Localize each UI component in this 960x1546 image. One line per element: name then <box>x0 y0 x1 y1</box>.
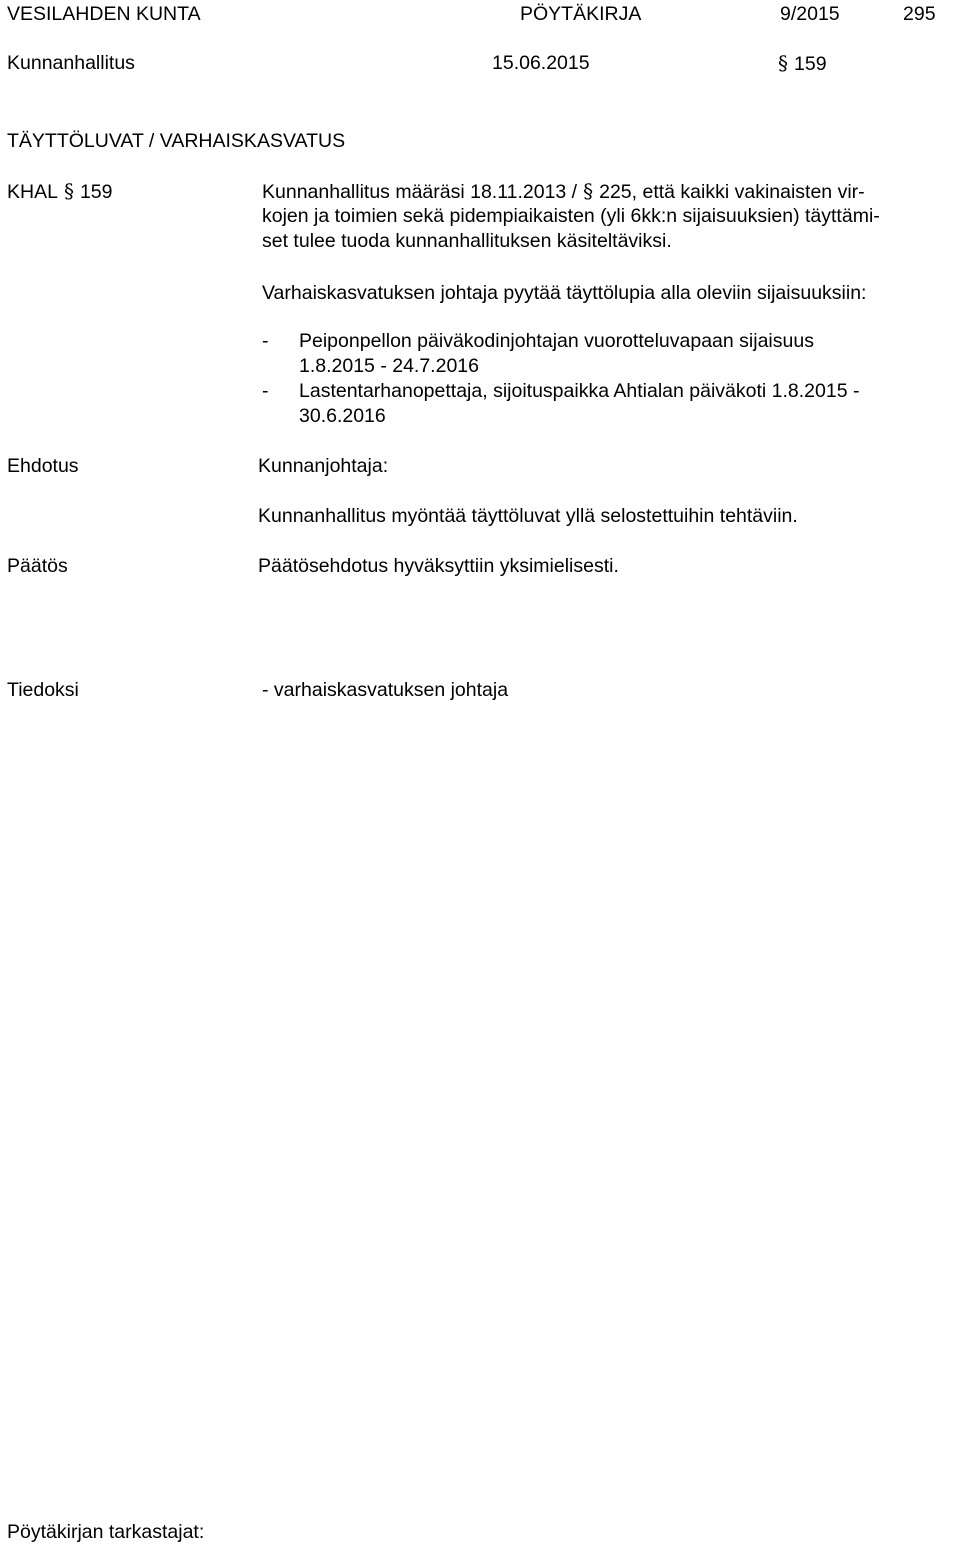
proposal-text: Kunnanhallitus myöntää täyttöluvat yllä selostettuihin tehtäviin. <box>258 505 798 527</box>
reviewers-label: Pöytäkirjan tarkastajat: <box>7 1521 205 1543</box>
proposal-label: Ehdotus <box>7 455 79 477</box>
khal-number: 159 <box>79 181 113 203</box>
list-dash: - <box>262 330 269 352</box>
khal-text-line2: kojen ja toimien sekä pidempiaikaisten (yli 6kk:n sijaisuuksien) täyttämi- <box>262 205 880 227</box>
khal-reference <box>7 179 113 204</box>
decision-label: Päätös <box>7 555 68 577</box>
info-label: Tiedoksi <box>7 679 79 701</box>
khal-label: KHAL <box>7 181 58 203</box>
proposer: Kunnanjohtaja: <box>258 455 389 477</box>
khal-text-rest: 225, että kaikki vakinaisten vir- <box>599 181 865 203</box>
info-text: - varhaiskasvatuksen johtaja <box>262 679 509 701</box>
position-line2: 30.6.2016 <box>299 404 386 427</box>
position-line1: Peiponpellon päiväkodinjohtajan vuorotteluvapaan sijaisuus <box>299 330 814 352</box>
document-type: PÖYTÄKIRJA <box>520 3 642 25</box>
section-sign-icon: § <box>778 51 788 75</box>
khal-text-line1 <box>262 179 865 204</box>
decision-text: Päätösehdotus hyväksyttiin yksimielisesti. <box>258 555 619 577</box>
section-number: 159 <box>794 53 827 75</box>
list-item <box>262 329 952 378</box>
request-intro: Varhaiskasvatuksen johtaja pyytää täyttölupia alla oleviin sijaisuuksiin: <box>262 282 867 304</box>
khal-text-line3: set tulee tuoda kunnanhallituksen käsiteltäviksi. <box>262 230 672 252</box>
khal-text-prefix: Kunnanhallitus määräsi 18.11.2013 / <box>262 181 578 203</box>
list-item <box>262 379 952 428</box>
municipality-name: VESILAHDEN KUNTA <box>7 3 201 25</box>
governing-body: Kunnanhallitus <box>7 52 135 74</box>
position-line1: Lastentarhanopettaja, sijoituspaikka Ahtialan päiväkoti 1.8.2015 - <box>299 380 860 402</box>
list-dash: - <box>262 380 269 402</box>
page-title: TÄYTTÖLUVAT / VARHAISKASVATUS <box>7 130 346 152</box>
section-reference <box>772 51 827 76</box>
position-line2: 1.8.2015 - 24.7.2016 <box>299 354 479 377</box>
section-sign-icon: § <box>583 179 594 203</box>
meeting-date: 15.06.2015 <box>492 52 590 74</box>
document-number: 9/2015 <box>780 3 840 25</box>
section-sign-icon: § <box>63 179 74 203</box>
page-number: 295 <box>903 3 936 25</box>
